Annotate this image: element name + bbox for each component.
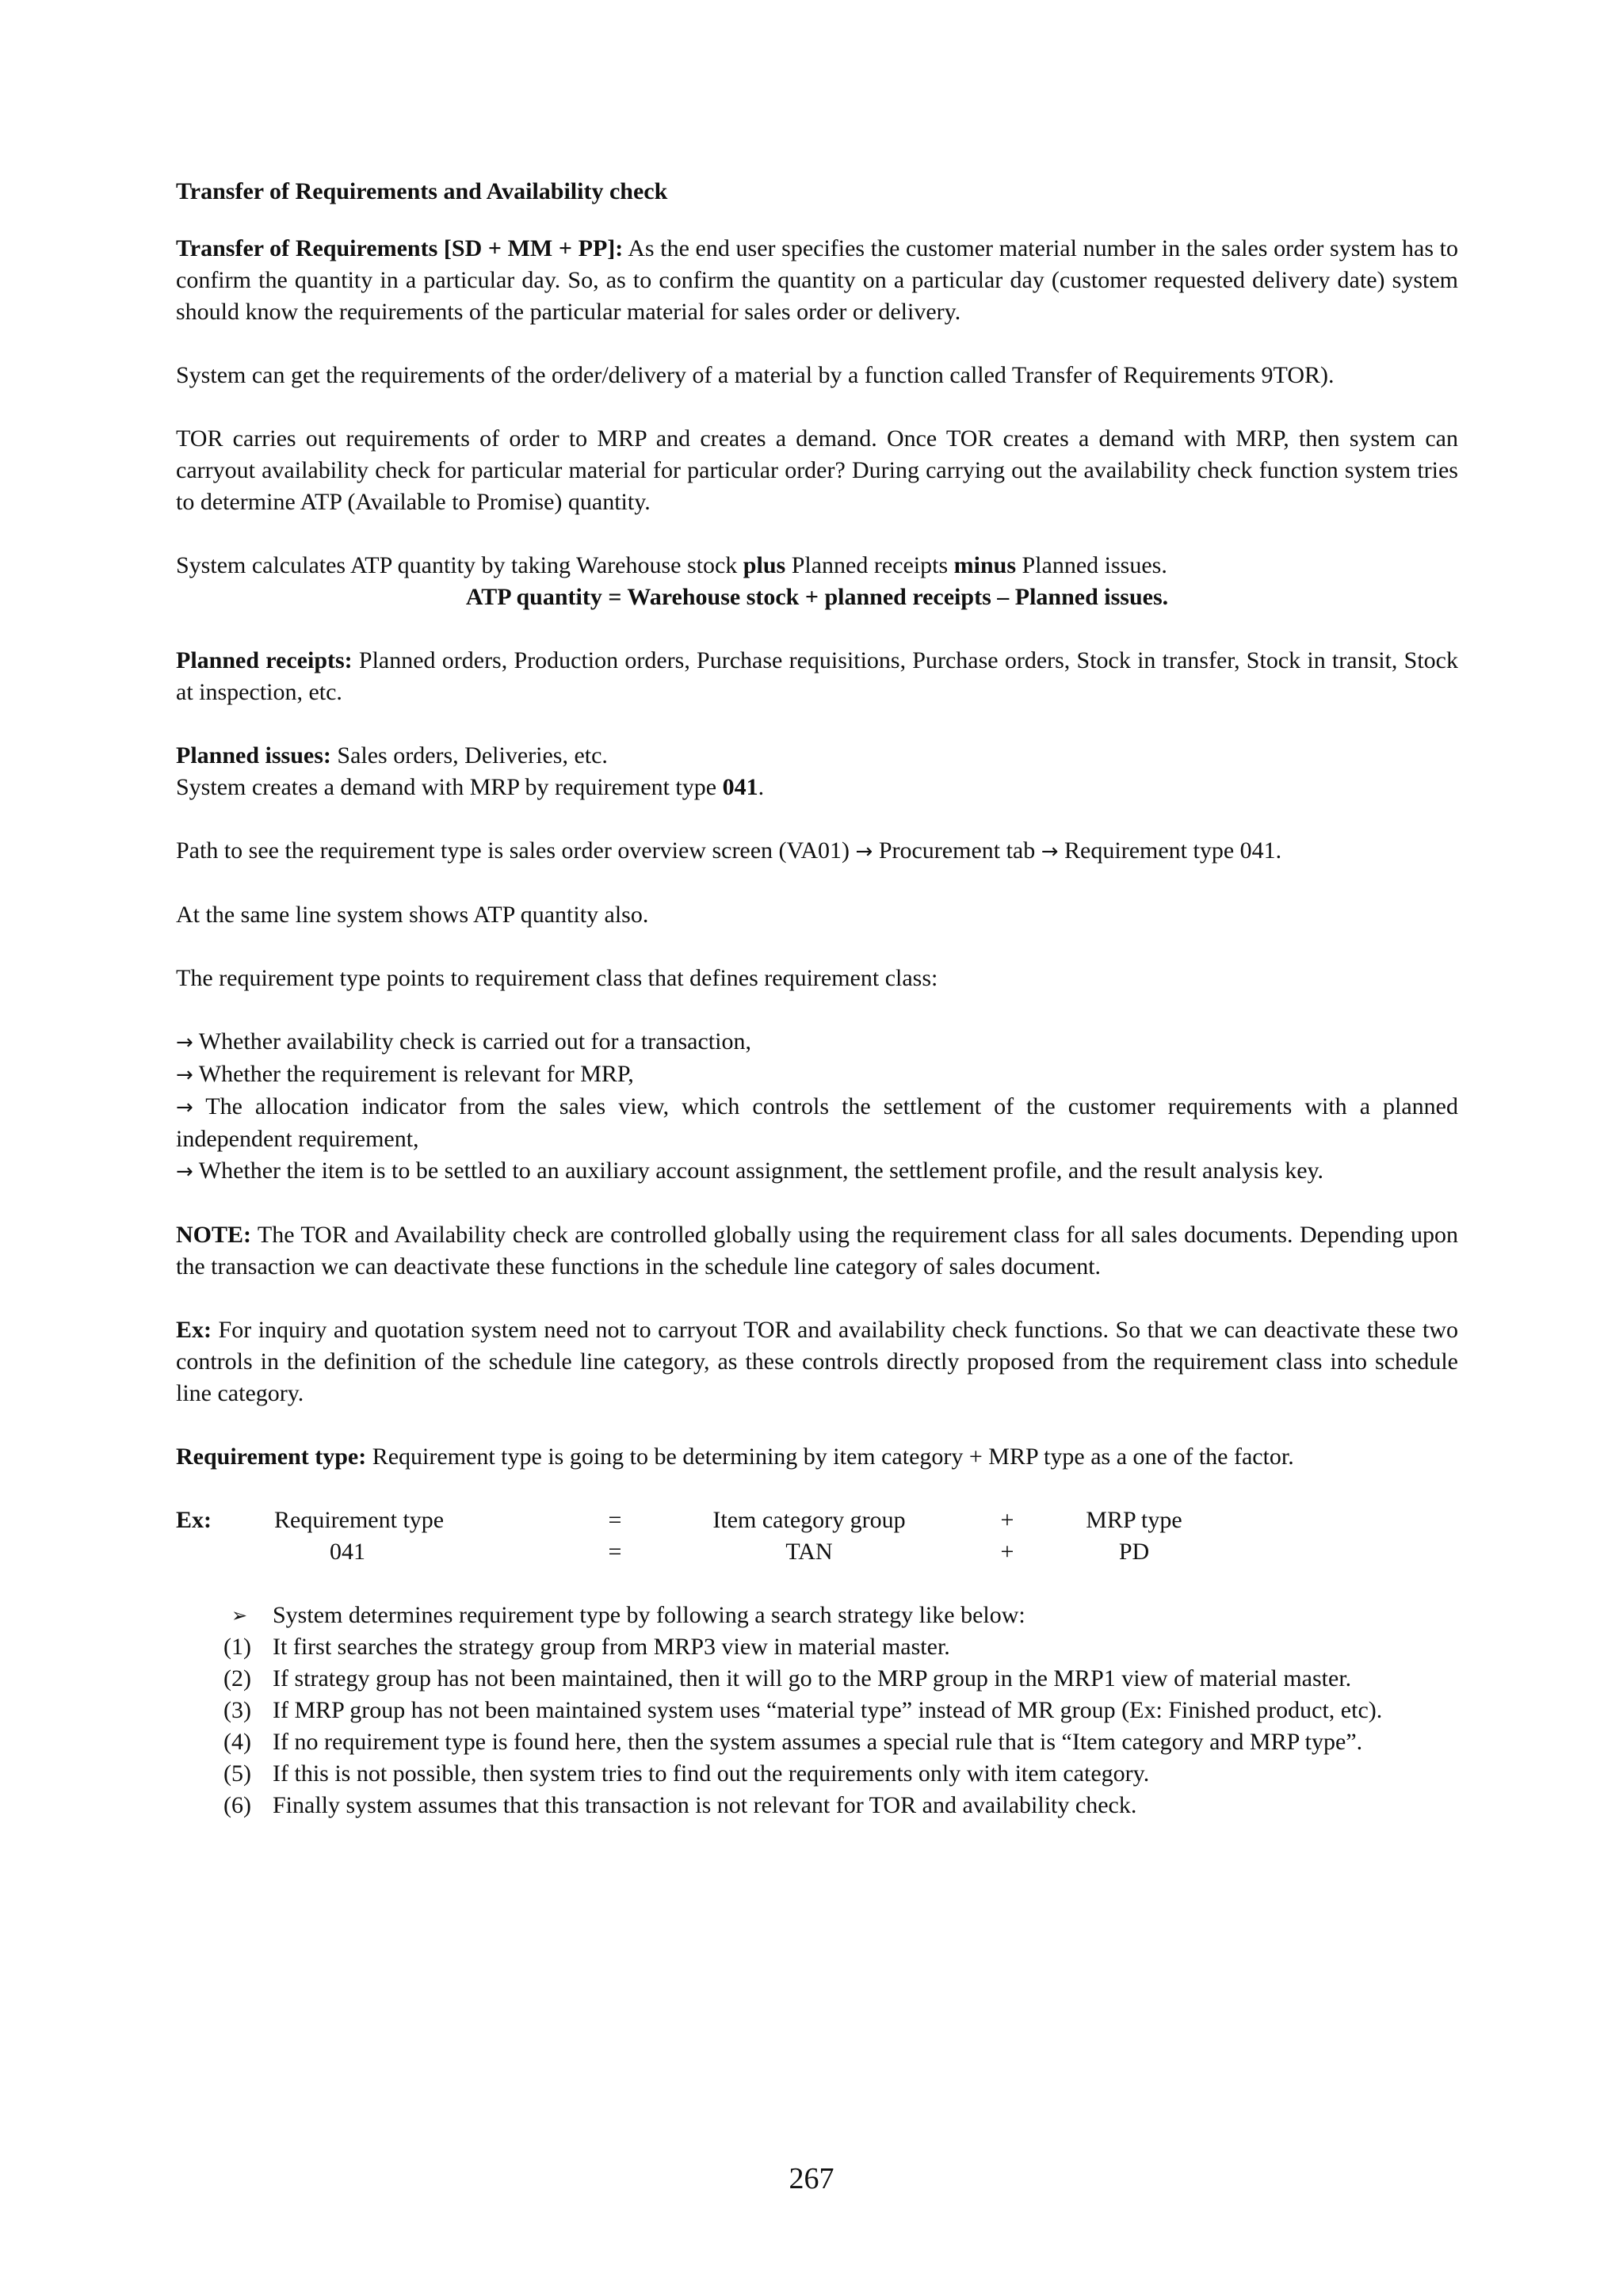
paragraph-example-inquiry <box>176 1314 1458 1409</box>
planned-receipts-label: Planned receipts: <box>176 647 353 673</box>
list-item-text: It first searches the strategy group from MRP3 view in material master. <box>273 1634 950 1660</box>
example-label: Ex: <box>176 1317 212 1343</box>
search-strategy-list <box>223 1600 1458 1821</box>
list-item <box>223 1600 1458 1631</box>
table-header-cell: = <box>608 1507 622 1533</box>
list-item-text: If MRP group has not been maintained system uses “material type” instead of MR group (Ex: Finished product, etc). <box>273 1697 1383 1723</box>
list-item-text: If strategy group has not been maintained, then it will go to the MRP group in the MRP1 view of material master. <box>273 1665 1352 1691</box>
note-label: NOTE: <box>176 1222 252 1248</box>
paragraph-path <box>176 835 1458 868</box>
table-header-cell: MRP type <box>1086 1507 1182 1533</box>
requirement-type-label: Requirement type: <box>176 1444 367 1470</box>
list-number: (2) <box>223 1665 251 1691</box>
arrow-right-icon: → <box>176 1031 193 1055</box>
list-item-text: The allocation indicator from the sales view, which controls the settlement of the customer requirements with a planned independent requirement, <box>176 1093 1458 1152</box>
paragraph-requirement-type <box>176 1441 1458 1473</box>
list-item <box>223 1695 1458 1726</box>
table-cell: 041 <box>330 1539 365 1565</box>
demand-text: System creates a demand with MRP by requirement type <box>176 774 723 800</box>
list-item <box>176 1058 1458 1091</box>
path-text-c: Requirement type 041. <box>1058 837 1282 864</box>
arrow-right-icon: → <box>176 1096 193 1119</box>
paragraph-note <box>176 1219 1458 1283</box>
paragraph-planned-issues <box>176 740 1458 772</box>
tor-intro-text: As the end user specifies the customer material number in the sales order system has to confirm the quantity in a particular day. So, as to confirm the quantity on a particular day (customer requested delivery date) system should know the requirements of the particular material for sales order or delivery. <box>176 235 1458 325</box>
list-item-text: Whether the item is to be settled to an auxiliary account assignment, the settlement profile, and the result analysis key. <box>193 1158 1324 1184</box>
atp-formula: ATP quantity = Warehouse stock + planned receipts – Planned issues. <box>465 584 1169 610</box>
atp-text-a: System calculates ATP quantity by taking Warehouse stock <box>176 552 743 578</box>
table-cell-empty <box>176 1536 274 1568</box>
list-item <box>176 1091 1458 1155</box>
tor-label: Transfer of Requirements [SD + MM + PP]: <box>176 235 624 261</box>
arrow-right-icon: → <box>176 1160 193 1184</box>
table-cell: = <box>608 1539 622 1565</box>
requirement-class-list <box>176 1026 1458 1188</box>
list-item-text: If no requirement type is found here, then the system assumes a special rule that is “Item category and MRP type”. <box>273 1729 1363 1755</box>
note-text: The TOR and Availability check are controlled globally using the requirement class for all sales documents. Depending upon the transaction we can deactivate these functions in the schedule line category of sales document. <box>176 1222 1458 1280</box>
planned-receipts-text: Planned orders, Production orders, Purchase requisitions, Purchase orders, Stock in transfer, Stock in transit, Stock at inspection, etc. <box>176 647 1458 705</box>
list-number: (1) <box>223 1634 251 1660</box>
list-number: (6) <box>223 1792 251 1818</box>
table-header-cell: Requirement type <box>274 1507 445 1533</box>
list-item-text: Whether availability check is carried out for a transaction, <box>193 1028 751 1055</box>
list-item-text: Finally system assumes that this transaction is not relevant for TOR and availability check. <box>273 1792 1137 1818</box>
atp-plus: plus <box>743 552 786 578</box>
list-item <box>176 1155 1458 1188</box>
table-cell: PD <box>1118 1539 1150 1565</box>
arrow-right-icon: → <box>855 840 873 864</box>
arrow-right-icon: → <box>1041 840 1059 864</box>
table-cell: + <box>1000 1539 1014 1565</box>
paragraph-tor-mrp: TOR carries out requirements of order to MRP and creates a demand. Once TOR creates a demand with MRP, then system can carryout availability check for particular material for particular order? During carrying out the availability check function system tries to determine ATP (Available to Promise) quantity. <box>176 425 1458 515</box>
paragraph-planned-receipts <box>176 645 1458 708</box>
demand-end: . <box>758 774 765 800</box>
page-title: Transfer of Requirements and Availability check <box>176 178 668 204</box>
list-item-text: If this is not possible, then system tries to find out the requirements only with item category. <box>273 1760 1150 1787</box>
path-text-a: Path to see the requirement type is sales order overview screen (VA01) <box>176 837 856 864</box>
list-item <box>223 1790 1458 1821</box>
requirement-type-code: 041 <box>722 774 758 800</box>
example-text: For inquiry and quotation system need not to carryout TOR and availability check functions. So that we can deactivate these two controls in the definition of the schedule line category, as these controls directly proposed from the requirement class into schedule line category. <box>176 1317 1458 1406</box>
atp-text-c: Planned receipts <box>785 552 954 578</box>
list-item <box>223 1663 1458 1695</box>
planned-issues-label: Planned issues: <box>176 742 331 769</box>
requirement-type-text: Requirement type is going to be determining by item category + MRP type as a one of the factor. <box>366 1444 1294 1470</box>
atp-text-e: Planned issues. <box>1016 552 1167 578</box>
list-item-text: Whether the requirement is relevant for MRP, <box>193 1061 634 1087</box>
paragraph-demand <box>176 772 1458 803</box>
list-number: (5) <box>223 1760 251 1787</box>
requirement-type-example-table <box>176 1505 1458 1568</box>
table-header-cell: + <box>1000 1507 1014 1533</box>
table-header-cell: Item category group <box>712 1507 906 1533</box>
list-number: (4) <box>223 1729 251 1755</box>
table-cell: TAN <box>785 1539 833 1565</box>
list-item <box>223 1631 1458 1663</box>
arrowhead-bullet-icon: ➢ <box>231 1604 248 1627</box>
example-table-label: Ex: <box>176 1507 212 1533</box>
arrow-right-icon: → <box>176 1063 193 1087</box>
paragraph-tor-intro <box>176 233 1458 328</box>
atp-minus: minus <box>953 552 1016 578</box>
paragraph-atp-calc <box>176 550 1458 582</box>
paragraph-same-line: At the same line system shows ATP quantity also. <box>176 902 649 928</box>
strategy-intro: System determines requirement type by following a search strategy like below: <box>273 1602 1025 1628</box>
list-item <box>223 1758 1458 1790</box>
list-number: (3) <box>223 1697 251 1723</box>
list-item <box>176 1026 1458 1058</box>
paragraph-requirement-class: The requirement type points to requirement class that defines requirement class: <box>176 965 938 991</box>
paragraph-tor-function: System can get the requirements of the order/delivery of a material by a function called Transfer of Requirements 9TOR). <box>176 362 1335 388</box>
document-page <box>176 176 1458 1821</box>
page-number: 267 <box>789 2162 834 2195</box>
path-text-b: Procurement tab <box>873 837 1041 864</box>
planned-issues-text: Sales orders, Deliveries, etc. <box>330 742 608 769</box>
list-item <box>223 1726 1458 1758</box>
